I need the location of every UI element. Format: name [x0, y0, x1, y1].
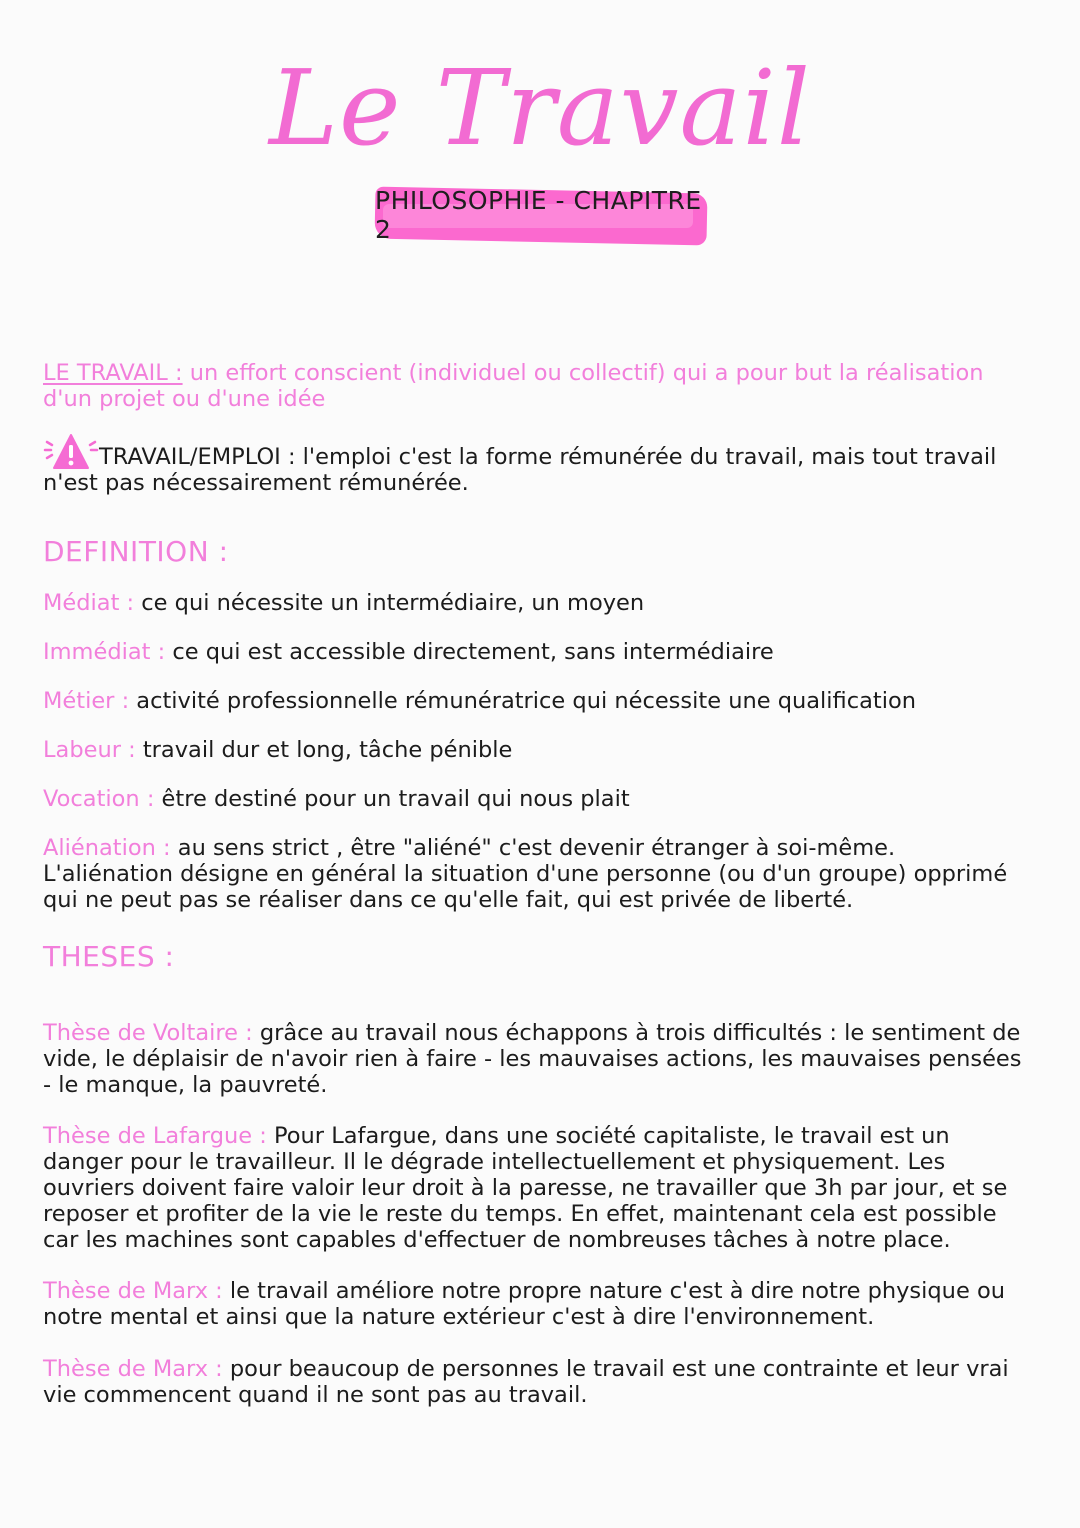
definition-text: au sens strict , être "aliéné" c'est devenir étranger à soi-même. L'aliénation désigne en général la situation d'une personne (ou d'un groupe) opprimé qui ne peut pas se réaliser dans ce qu'elle fait, qui est privée de liberté. — [43, 835, 1008, 913]
thesis-item — [43, 1123, 1028, 1253]
thesis-term: Thèse de Voltaire : — [43, 1020, 253, 1046]
definition-text: ce qui est accessible directement, sans intermédiaire — [165, 639, 774, 665]
definition-term: Immédiat : — [43, 639, 166, 665]
thesis-term: Thèse de Lafargue : — [43, 1123, 267, 1149]
definition-term: Aliénation : — [43, 835, 171, 861]
thesis-term: Thèse de Marx : — [43, 1356, 223, 1382]
definition-term: Métier : — [43, 688, 130, 714]
theses-heading: THESES : — [43, 940, 175, 973]
definition-text: être destiné pour un travail qui nous plait — [154, 786, 630, 812]
definition-text: ce qui nécessite un intermédiaire, un moyen — [134, 590, 645, 616]
definition-term: Labeur : — [43, 737, 136, 763]
definition-item — [43, 835, 1028, 913]
definition-item — [43, 786, 1028, 812]
warning-icon — [43, 438, 99, 468]
thesis-term: Thèse de Marx : — [43, 1278, 223, 1304]
warning-note — [43, 438, 1028, 496]
definition-text: travail dur et long, tâche pénible — [135, 737, 513, 763]
page-title: Le Travail — [268, 47, 812, 169]
subtitle-highlight — [375, 184, 707, 246]
thesis-item — [43, 1020, 1028, 1098]
intro-definition — [43, 360, 1028, 412]
intro-text: un effort conscient (individuel ou collectif) qui a pour but la réalisation d'un projet ou d'une idée — [43, 360, 984, 412]
definition-term: Vocation : — [43, 786, 155, 812]
thesis-item — [43, 1278, 1028, 1330]
definition-term: Médiat : — [43, 590, 135, 616]
thesis-text: le travail améliore notre propre nature c'est à dire notre physique ou notre mental et ainsi que la nature extérieur c'est à dire l'environnement. — [43, 1278, 1005, 1330]
definition-item — [43, 688, 1028, 714]
definition-item — [43, 639, 1028, 665]
definition-item — [43, 737, 1028, 763]
thesis-text: grâce au travail nous échappons à trois difficultés : le sentiment de vide, le déplaisir de n'avoir rien à faire - les mauvaises actions, les mauvaises pensées - le manque, la pauvreté. — [43, 1020, 1022, 1098]
warning-label: TRAVAIL/EMPLOI — [99, 444, 281, 470]
thesis-text: pour beaucoup de personnes le travail est une contrainte et leur vrai vie commencent quand il ne sont pas au travail. — [43, 1356, 1009, 1408]
page-subtitle: PHILOSOPHIE - CHAPITRE 2 — [375, 186, 702, 244]
definitions-heading: DEFINITION : — [43, 535, 229, 568]
thesis-item — [43, 1356, 1028, 1408]
intro-term: LE TRAVAIL : — [43, 360, 183, 386]
thesis-text: Pour Lafargue, dans une société capitaliste, le travail est un danger pour le travailleur. Il le dégrade intellectuellement et physiquement. Les ouvriers doivent faire valoir leur droit à la paresse, ne travailler que 3h par jour, et se reposer et profiter de la vie le reste du temps. En effet, maintenant cela est possible car les machines sont capables d'effectuer de nombreuses tâches à notre place. — [43, 1123, 1008, 1253]
definition-text: activité professionnelle rémunératrice qui nécessite une qualification — [129, 688, 916, 714]
warning-text: : l'emploi c'est la forme rémunérée du travail, mais tout travail n'est pas nécessairement rémunérée. — [43, 444, 997, 496]
definition-item — [43, 590, 1028, 616]
